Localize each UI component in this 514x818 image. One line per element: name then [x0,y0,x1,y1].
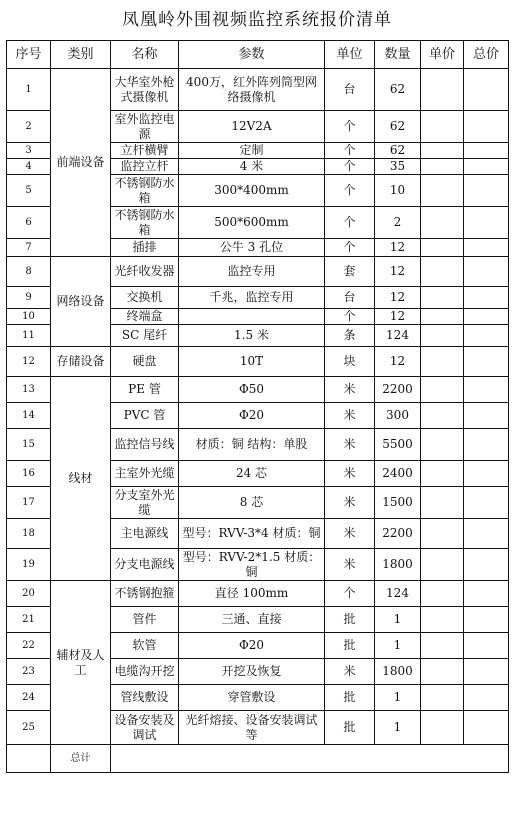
row-seq: 5 [7,175,51,207]
row-name: 软管 [111,633,179,659]
row-qty: 12 [375,287,421,309]
row-seq: 7 [7,239,51,257]
row-total [464,659,509,685]
row-price [421,239,464,257]
table-row [7,257,509,287]
table-row [7,69,509,111]
row-price [421,257,464,287]
header-category: 类别 [51,41,111,69]
row-total [464,257,509,287]
document-title: 凤凰岭外围视频监控系统报价清单 [122,10,392,30]
total-value [111,745,509,773]
row-total [464,325,509,347]
row-param: 8 芯 [179,487,325,519]
row-price [421,685,464,711]
row-seq: 11 [7,325,51,347]
row-total [464,607,509,633]
row-seq: 13 [7,377,51,403]
row-price [421,581,464,607]
row-qty: 300 [375,403,421,429]
row-price [421,159,464,175]
table-row [7,377,509,403]
header-param: 参数 [179,41,325,69]
row-seq: 22 [7,633,51,659]
table-row [7,581,509,607]
row-unit: 米 [325,659,375,685]
row-qty: 1 [375,685,421,711]
row-seq: 16 [7,461,51,487]
row-total [464,403,509,429]
row-param: 光纤熔接、设备安装调试等 [179,711,325,745]
row-total [464,685,509,711]
row-unit: 个 [325,207,375,239]
row-seq: 15 [7,429,51,461]
row-name: 插排 [111,239,179,257]
row-price [421,519,464,549]
row-price [421,287,464,309]
row-param: 500*600mm [179,207,325,239]
row-unit: 个 [325,175,375,207]
row-qty: 2200 [375,377,421,403]
row-unit: 批 [325,685,375,711]
row-price [421,175,464,207]
row-param: 公牛 3 孔位 [179,239,325,257]
row-name: 管件 [111,607,179,633]
row-seq: 18 [7,519,51,549]
row-param: 监控专用 [179,257,325,287]
row-seq: 20 [7,581,51,607]
row-name: 大华室外枪式摄像机 [111,69,179,111]
row-price [421,659,464,685]
row-qty: 62 [375,111,421,143]
row-unit: 台 [325,287,375,309]
row-qty: 62 [375,69,421,111]
row-param: 300*400mm [179,175,325,207]
row-param: 12V2A [179,111,325,143]
row-unit: 个 [325,581,375,607]
row-name: PVC 管 [111,403,179,429]
row-seq: 1 [7,69,51,111]
row-price [421,347,464,377]
row-price [421,325,464,347]
row-name: 不锈钢防水箱 [111,175,179,207]
row-seq: 2 [7,111,51,143]
row-price [421,143,464,159]
row-total [464,549,509,581]
row-name: SC 尾纤 [111,325,179,347]
row-total [464,287,509,309]
row-name: 主电源线 [111,519,179,549]
row-param: 直径 100mm [179,581,325,607]
row-param: 三通、直接 [179,607,325,633]
row-param: 1.5 米 [179,325,325,347]
row-unit: 个 [325,111,375,143]
row-unit: 套 [325,257,375,287]
row-total [464,581,509,607]
row-param: 穿管敷设 [179,685,325,711]
row-qty: 1 [375,711,421,745]
row-qty: 1500 [375,487,421,519]
row-name: 硬盘 [111,347,179,377]
row-total [464,487,509,519]
category-cable: 线材 [51,377,111,581]
row-seq: 12 [7,347,51,377]
row-total [464,143,509,159]
row-unit: 台 [325,69,375,111]
total-row [7,745,509,773]
row-unit: 批 [325,711,375,745]
row-param: Φ50 [179,377,325,403]
row-qty: 35 [375,159,421,175]
table-row [7,347,509,377]
row-param: 4 米 [179,159,325,175]
row-total [464,377,509,403]
row-seq: 6 [7,207,51,239]
row-unit: 米 [325,519,375,549]
header-total: 总价 [464,41,509,69]
row-param: 千兆，监控专用 [179,287,325,309]
row-price [421,403,464,429]
row-price [421,69,464,111]
header-seq: 序号 [7,41,51,69]
row-seq: 25 [7,711,51,745]
category-aux: 辅材及人工 [51,581,111,745]
row-qty: 1800 [375,659,421,685]
row-qty: 12 [375,257,421,287]
header-row [7,41,509,69]
row-qty: 2 [375,207,421,239]
row-price [421,377,464,403]
row-name: 不锈钢抱箍 [111,581,179,607]
row-seq: 9 [7,287,51,309]
row-param: 定制 [179,143,325,159]
category-network: 网络设备 [51,257,111,347]
row-param: 开挖及恢复 [179,659,325,685]
quotation-table [6,40,509,773]
row-qty: 10 [375,175,421,207]
row-seq: 8 [7,257,51,287]
category-storage: 存储设备 [51,347,111,377]
row-unit: 米 [325,377,375,403]
row-seq: 10 [7,309,51,325]
row-seq: 17 [7,487,51,519]
row-param: 材质：铜 结构：单股 [179,429,325,461]
row-seq: 19 [7,549,51,581]
row-seq: 21 [7,607,51,633]
header-qty: 数量 [375,41,421,69]
row-name: 室外监控电源 [111,111,179,143]
row-name: 主室外光缆 [111,461,179,487]
row-unit: 米 [325,487,375,519]
row-unit: 米 [325,461,375,487]
row-total [464,69,509,111]
header-unit: 单位 [325,41,375,69]
row-qty: 12 [375,347,421,377]
row-total [464,519,509,549]
row-price [421,487,464,519]
row-name: 管线敷设 [111,685,179,711]
row-price [421,549,464,581]
row-unit: 批 [325,633,375,659]
row-qty: 1 [375,633,421,659]
row-price [421,633,464,659]
row-unit: 个 [325,159,375,175]
row-total [464,309,509,325]
row-unit: 个 [325,309,375,325]
row-param: 型号：RVV-3*4 材质：铜 [179,519,325,549]
row-unit: 米 [325,403,375,429]
row-total [464,347,509,377]
row-total [464,711,509,745]
row-qty: 12 [375,239,421,257]
row-price [421,309,464,325]
row-param: Φ20 [179,633,325,659]
row-qty: 124 [375,581,421,607]
row-total [464,633,509,659]
row-qty: 62 [375,143,421,159]
row-unit: 批 [325,607,375,633]
row-param: 24 芯 [179,461,325,487]
row-seq: 24 [7,685,51,711]
row-param: Φ20 [179,403,325,429]
row-name: 分支电源线 [111,549,179,581]
row-name: 不锈钢防水箱 [111,207,179,239]
row-price [421,429,464,461]
row-name: 交换机 [111,287,179,309]
row-qty: 2200 [375,519,421,549]
row-name: 监控信号线 [111,429,179,461]
row-param [179,309,325,325]
row-price [421,111,464,143]
row-total [464,159,509,175]
row-qty: 1800 [375,549,421,581]
row-qty: 2400 [375,461,421,487]
row-unit: 米 [325,549,375,581]
row-qty: 5500 [375,429,421,461]
row-unit: 米 [325,429,375,461]
row-seq: 14 [7,403,51,429]
row-name: 设备安装及调试 [111,711,179,745]
total-label: 总计 [51,745,111,773]
row-name: PE 管 [111,377,179,403]
row-name: 电缆沟开挖 [111,659,179,685]
row-total [464,175,509,207]
row-name: 立杆横臂 [111,143,179,159]
row-total [464,239,509,257]
row-unit: 块 [325,347,375,377]
row-total [464,111,509,143]
row-param: 400万，红外阵列筒型网络摄像机 [179,69,325,111]
row-seq: 23 [7,659,51,685]
row-seq: 3 [7,143,51,159]
total-seq-cell [7,745,51,773]
row-name: 监控立杆 [111,159,179,175]
row-seq: 4 [7,159,51,175]
row-qty: 1 [375,607,421,633]
row-param: 型号：RVV-2*1.5 材质：铜 [179,549,325,581]
header-name: 名称 [111,41,179,69]
row-price [421,461,464,487]
row-qty: 12 [375,309,421,325]
row-total [464,207,509,239]
row-qty: 124 [375,325,421,347]
category-front: 前端设备 [51,69,111,257]
row-name: 分支室外光缆 [111,487,179,519]
row-price [421,607,464,633]
row-price [421,207,464,239]
row-price [421,711,464,745]
row-name: 光纤收发器 [111,257,179,287]
row-param: 10T [179,347,325,377]
row-unit: 个 [325,143,375,159]
row-total [464,461,509,487]
row-unit: 个 [325,239,375,257]
header-price: 单价 [421,41,464,69]
row-name: 终端盒 [111,309,179,325]
row-unit: 条 [325,325,375,347]
row-total [464,429,509,461]
